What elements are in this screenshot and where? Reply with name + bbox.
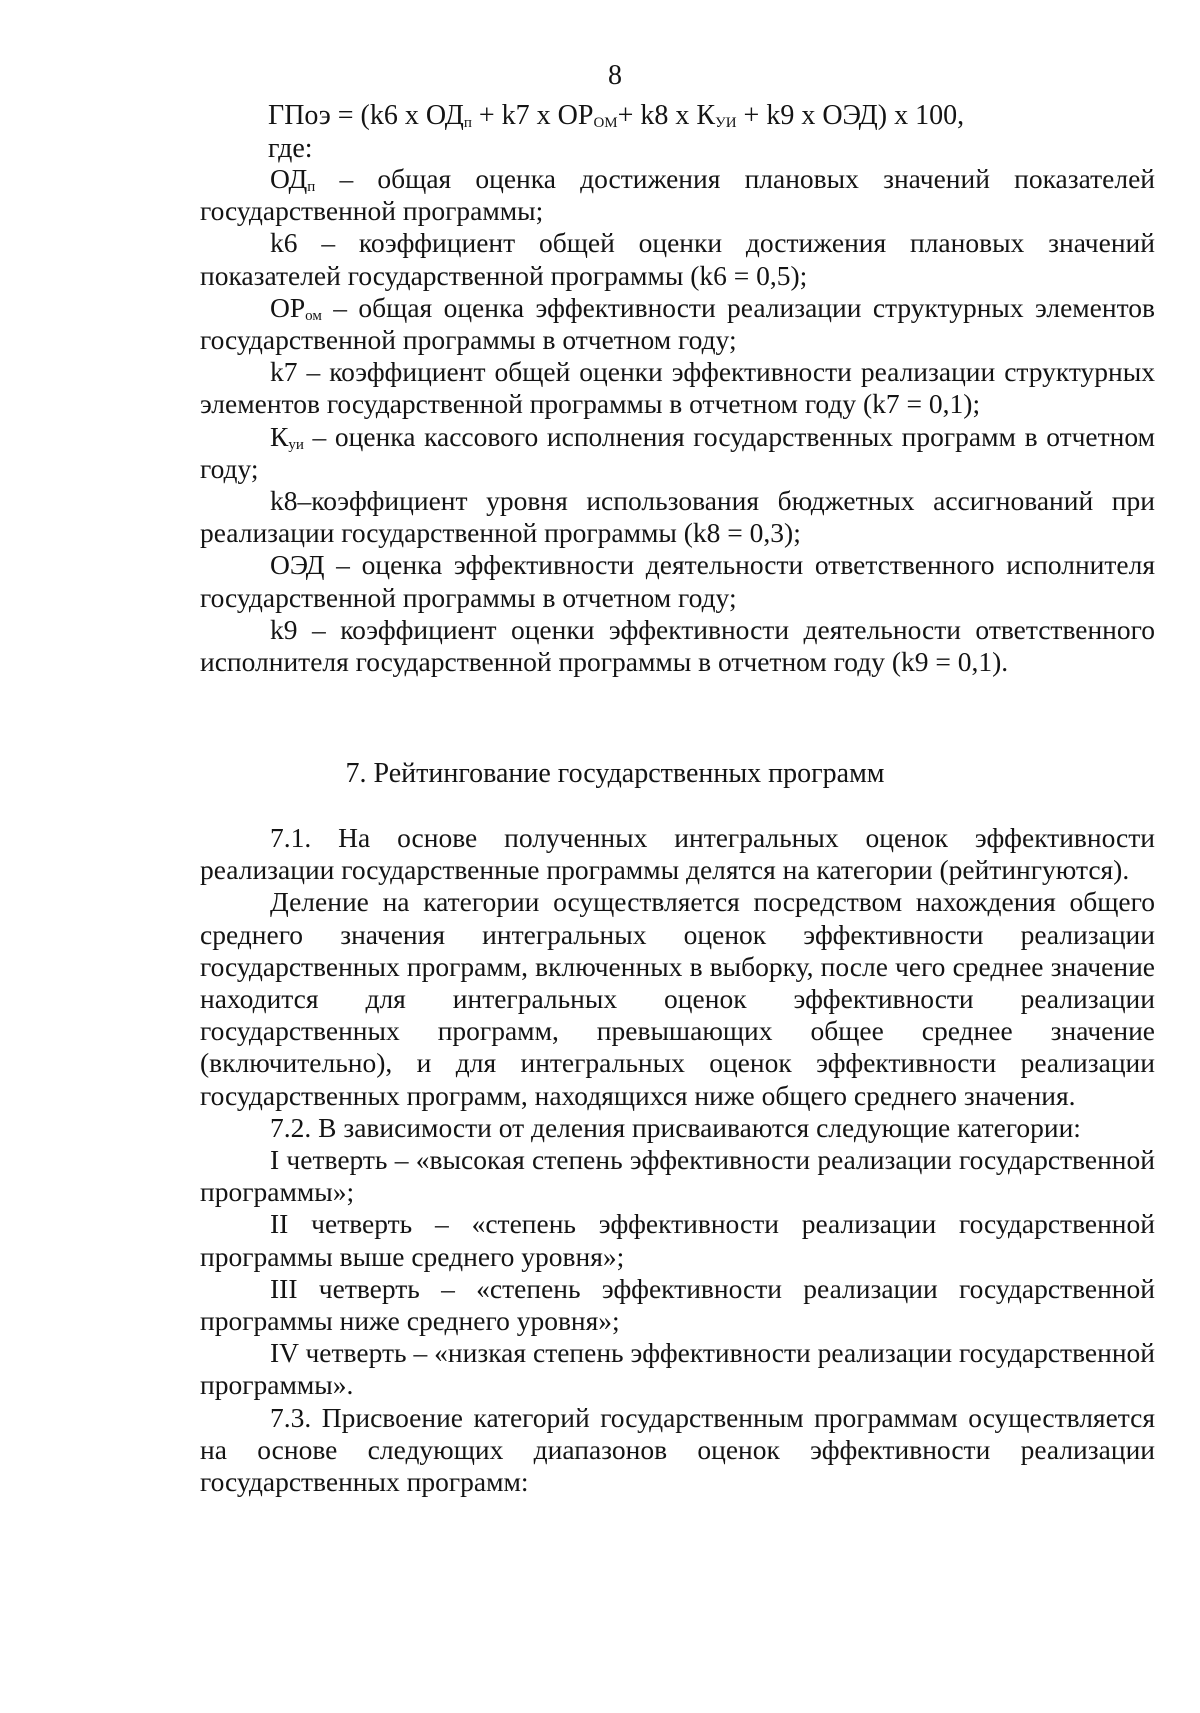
definition-text: – оценка кассового исполнения государственных программ в отчетном году; bbox=[200, 420, 1155, 484]
paragraph-7-3: 7.3. Присвоение категорий государственным программам осуществляется на основе следующих диапазонов оценок эффективности реализации государственных программ: bbox=[200, 1401, 1155, 1498]
definition-k9 bbox=[200, 614, 1155, 678]
definition-text: k9 – коэффициент оценки эффективности деятельности ответственного исполнителя государственной программы в отчетном году (k9 = 0,1). bbox=[200, 613, 1155, 678]
definition-kui bbox=[200, 421, 1155, 485]
paragraph-7-1: 7.1. На основе полученных интегральных оценок эффективности реализации государственные программы делятся на категории (рейтингуются). bbox=[200, 822, 1155, 886]
formula-part-3: + k8 x К bbox=[617, 100, 716, 131]
definition-text: – общая оценка достижения плановых значений показателей государственной программы; bbox=[200, 163, 1155, 227]
section-heading: 7. Рейтингование государственных программ bbox=[345, 758, 885, 789]
definition-subscript: ом bbox=[305, 307, 322, 324]
category-quarter-2: II четверть – «степень эффективности реализации государственной программы выше среднего уровня»; bbox=[200, 1208, 1155, 1272]
formula-subscript-ui: УИ bbox=[715, 115, 737, 131]
definition-subscript: уи bbox=[288, 436, 304, 453]
efficiency-formula bbox=[268, 100, 964, 132]
paragraph-categorization: Деление на категории осуществляется посредством нахождения общего среднего значения интегральных оценок эффективности реализации государственных программ, включенных в выборку, после чего среднее значение находится для интегральных оценок эффективности реализации государственных программ, превышающих общее среднее значение (включительно), и для интегральных оценок эффективности реализации государственных программ, находящихся ниже общего среднего значения. bbox=[200, 886, 1155, 1111]
definition-text: k7 – коэффициент общей оценки эффективности реализации структурных элементов государственной программы в отчетном году (k7 = 0,1); bbox=[200, 356, 1155, 420]
definition-symbol: ОР bbox=[270, 291, 306, 323]
definition-symbol: К bbox=[270, 420, 289, 452]
section-body bbox=[200, 822, 1155, 1498]
definition-text: k8–коэффициент уровня использования бюджетных ассигнований при реализации государственной программы (k8 = 0,3); bbox=[200, 485, 1155, 549]
page-number: 8 bbox=[608, 60, 622, 91]
definition-oed bbox=[200, 549, 1155, 613]
definition-od bbox=[200, 163, 1155, 227]
definition-k7 bbox=[200, 356, 1155, 420]
definitions-list bbox=[200, 163, 1155, 678]
definition-k6 bbox=[200, 227, 1155, 291]
paragraph-7-2: 7.2. В зависимости от деления присваиваются следующие категории: bbox=[270, 1111, 1081, 1143]
where-label: где: bbox=[268, 133, 313, 164]
definition-text: ОЭД – оценка эффективности деятельности ответственного исполнителя государственной программы в отчетном году; bbox=[200, 549, 1155, 613]
formula-subscript-p: п bbox=[463, 115, 472, 131]
formula-tail: + k9 x ОЭД) x 100, bbox=[736, 100, 965, 131]
definition-text: – общая оценка эффективности реализации структурных элементов государственной программы в отчетном году; bbox=[200, 291, 1155, 356]
category-quarter-4: IV четверть – «низкая степень эффективности реализации государственной программы». bbox=[200, 1337, 1155, 1401]
definition-k8 bbox=[200, 485, 1155, 549]
definition-symbol: ОД bbox=[270, 163, 308, 194]
definition-subscript: п bbox=[307, 179, 316, 195]
definition-or bbox=[200, 292, 1155, 356]
category-quarter-3: III четверть – «степень эффективности реализации государственной программы ниже среднего уровня»; bbox=[200, 1272, 1155, 1337]
formula-subscript-om: ОМ bbox=[593, 115, 618, 131]
definition-text: k6 – коэффициент общей оценки достижения плановых значений показателей государственной программы (k6 = 0,5); bbox=[200, 227, 1155, 291]
formula-lead: ГПоэ = (k6 x ОД bbox=[268, 100, 464, 131]
formula-part-2: + k7 x ОР bbox=[471, 100, 594, 131]
category-quarter-1: I четверть – «высокая степень эффективности реализации государственной программы»; bbox=[200, 1144, 1155, 1208]
